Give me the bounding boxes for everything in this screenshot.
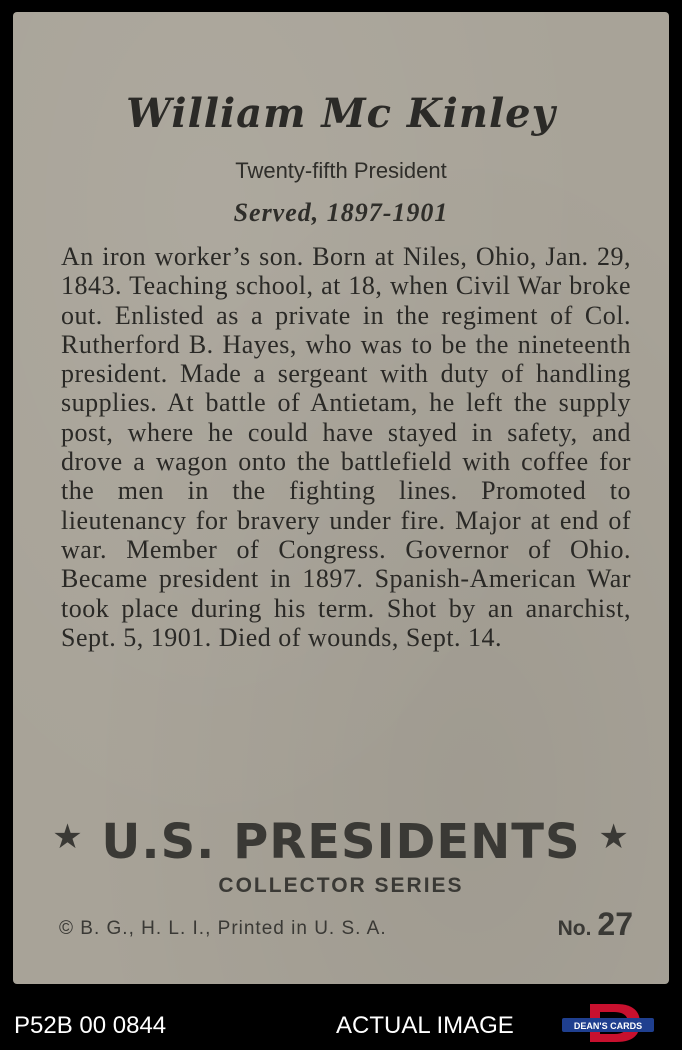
series-title-row bbox=[13, 814, 669, 870]
copyright-text: © B. G., H. L. I., Printed in U. S. A. bbox=[59, 918, 387, 939]
card-number bbox=[558, 906, 633, 943]
card-number-value: 27 bbox=[597, 906, 633, 942]
card-subtitle: Twenty-fifth President bbox=[235, 158, 447, 183]
svg-text:DEAN'S CARDS: DEAN'S CARDS bbox=[573, 1021, 643, 1031]
card-number-label: No. bbox=[557, 917, 592, 940]
trading-card-back bbox=[13, 12, 669, 984]
actual-image-caption: ACTUAL IMAGE bbox=[336, 1012, 514, 1039]
star-icon: ★ bbox=[52, 817, 84, 857]
series-title: U.S. PRESIDENTS bbox=[101, 814, 581, 870]
cert-id: P52B 00 0844 bbox=[14, 1012, 167, 1039]
star-icon: ★ bbox=[598, 817, 630, 857]
deans-cards-logo bbox=[560, 1002, 656, 1044]
served-years: Served, 1897-1901 bbox=[233, 198, 449, 227]
series-subtitle: COLLECTOR SERIES bbox=[218, 874, 464, 897]
bio-text: An iron worker’s son. Born at Niles, Ohio, Jan. 29, 1843. Teaching school, at 18, when Civil War broke out. Enlisted as a private in the regiment of Col. Rutherford B. Hayes, who was to be the nineteenth president. Made a sergeant with duty of handling supplies. At battle of Antietam, he left the supply post, where he could have stayed in safety, and drove a wagon onto the battlefield with coffee for the men in the fighting lines. Promoted to lieutenancy for bravery under fire. Major at end of war. Member of Congress. Governor of Ohio. Became president in 1897. Spanish-American War took place during his term. Shot by an anarchist, Sept. 5, 1901. Died of wounds, Sept. 14. bbox=[61, 242, 631, 652]
card-name: William Mc Kinley bbox=[126, 90, 556, 137]
